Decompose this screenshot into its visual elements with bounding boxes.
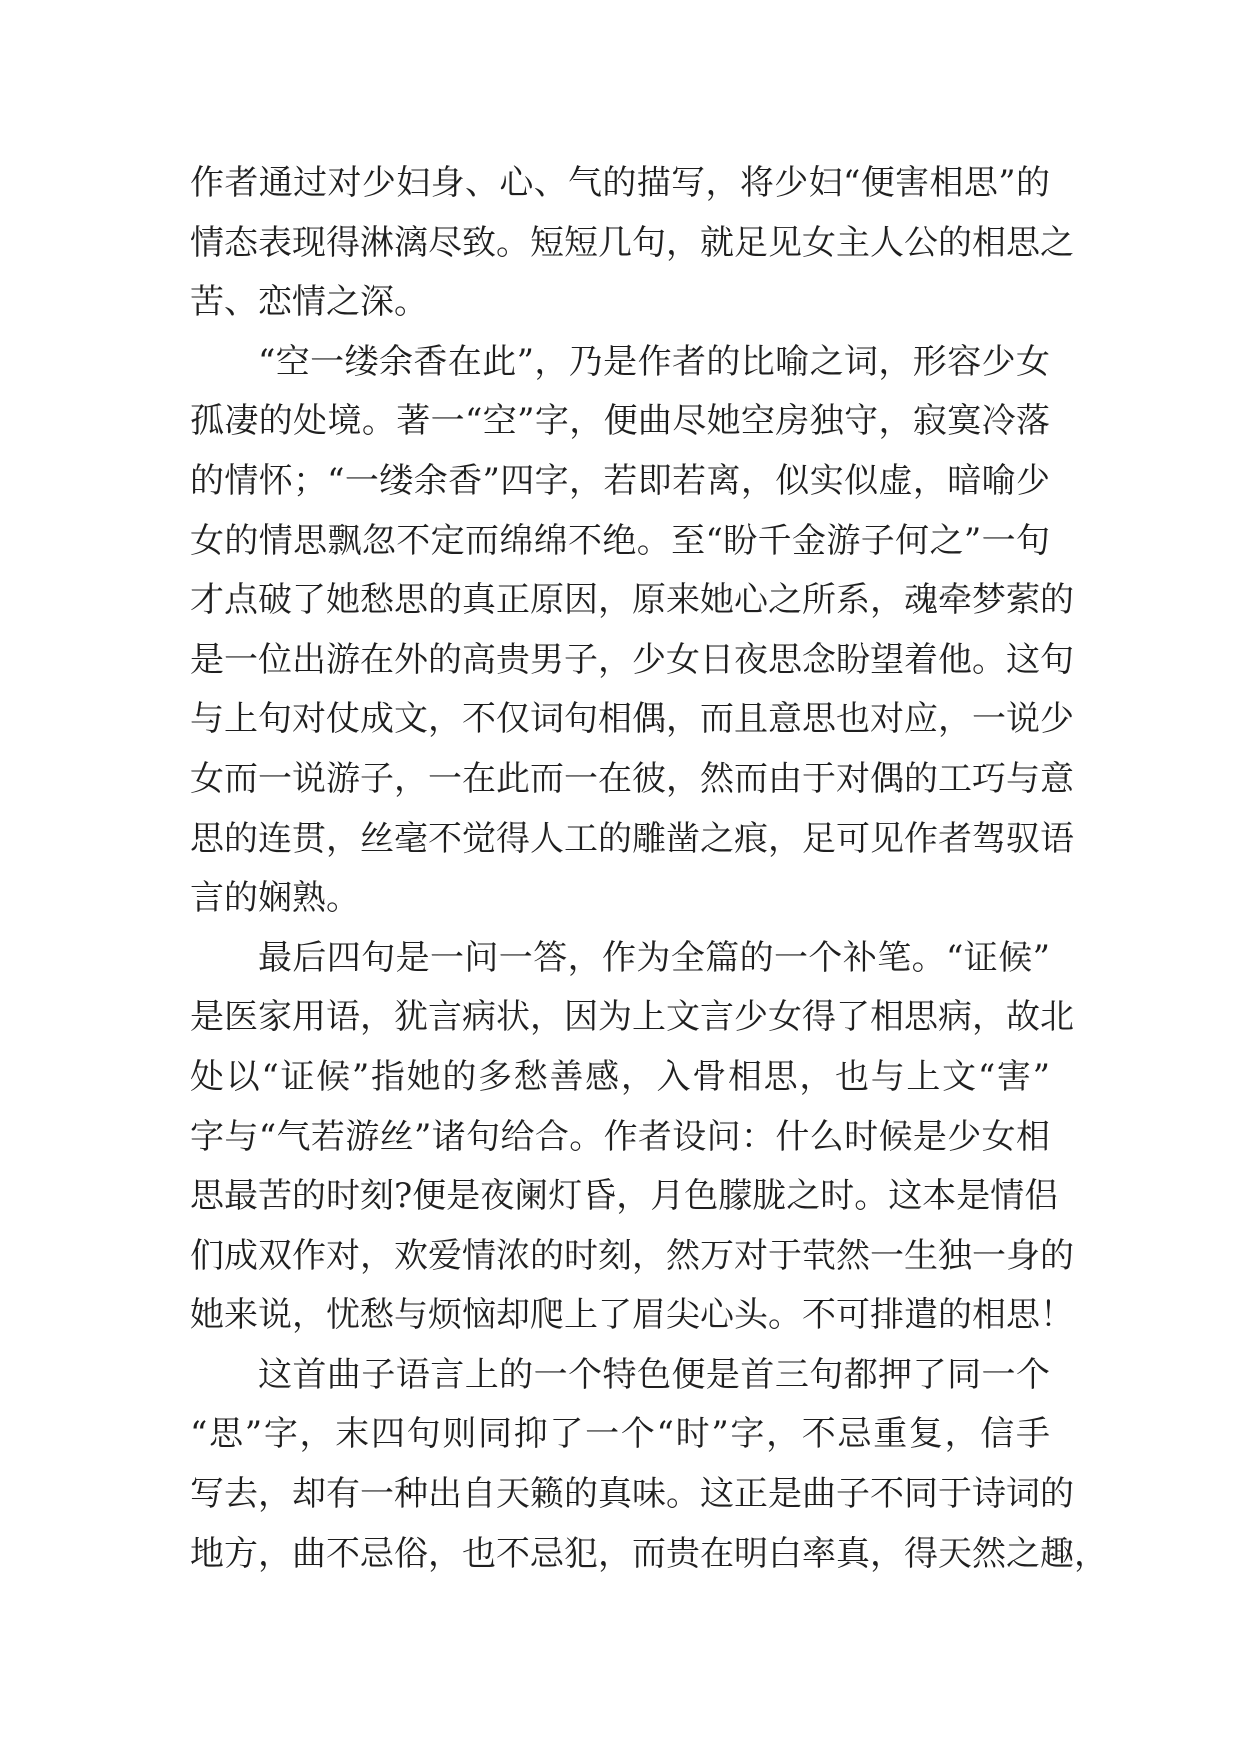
- text-line: 是一位出游在外的高贵男子，少女日夜思念盼望着他。这句: [190, 639, 1074, 680]
- text-line: 与上句对仗成文，不仅词句相偶，而且意思也对应，一说少: [190, 699, 1074, 740]
- text-line: 写去，却有一种出自天籁的真味。这正是曲子不同于诗词的: [190, 1474, 1074, 1515]
- text-line: 处以“证候”指她的多愁善感，入骨相思，也与上文“害”: [190, 1056, 1050, 1097]
- text-line: 言的娴熟。: [190, 878, 360, 919]
- text-line: 地方，曲不忌俗，也不忌犯，而贵在明白率真，得天然之趣，: [190, 1533, 1108, 1574]
- paragraph-first-line: “空一缕余香在此”，乃是作者的比喻之词，形容少女: [258, 341, 1050, 382]
- body-text: [190, 154, 1108, 1584]
- text-line: 女的情思飘忽不定而绵绵不绝。至“盼千金游子何之”一句: [190, 520, 1050, 561]
- paragraph-first-line: 最后四句是一问一答，作为全篇的一个补笔。“证候”: [258, 937, 1050, 978]
- text-line: 思的连贯，丝毫不觉得人工的雕凿之痕，足可见作者驾驭语: [190, 818, 1074, 859]
- text-line: 女而一说游子，一在此而一在彼，然而由于对偶的工巧与意: [190, 758, 1074, 799]
- text-line: 思最苦的时刻?便是夜阑灯昏，月色朦胧之时。这本是情侣: [190, 1176, 1059, 1217]
- text-line: 她来说，忧愁与烦恼却爬上了眉尖心头。不可排遣的相思！: [190, 1295, 1074, 1336]
- text-line: 苦、恋情之深。: [190, 282, 428, 323]
- text-line: 字与“气若游丝”诸句给合。作者设问：什么时候是少女相: [190, 1116, 1050, 1157]
- text-line: 们成双作对，欢爱情浓的时刻，然万对于茕然一生独一身的: [190, 1235, 1074, 1276]
- text-line: “思”字，末四句则同抑了一个“时”字，不忌重复，信手: [190, 1414, 1050, 1455]
- text-line: 孤凄的处境。著一“空”字，便曲尽她空房独守，寂寞冷落: [190, 401, 1050, 442]
- text-line: 作者通过对少妇身、心、气的描写，将少妇“便害相思”的: [190, 163, 1050, 203]
- text-line: 情态表现得淋漓尽致。短短几句，就足见女主人公的相思之: [190, 222, 1074, 263]
- text-line: 的情怀；“一缕余香”四字，若即若离，似实似虚，暗喻少: [190, 460, 1050, 501]
- paragraph-first-line: 这首曲子语言上的一个特色便是首三句都押了同一个: [258, 1354, 1050, 1395]
- text-line: 才点破了她愁思的真正原因，原来她心之所系，魂牵梦萦的: [190, 580, 1074, 621]
- text-line: 是医家用语，犹言病状，因为上文言少女得了相思病，故北: [190, 997, 1074, 1038]
